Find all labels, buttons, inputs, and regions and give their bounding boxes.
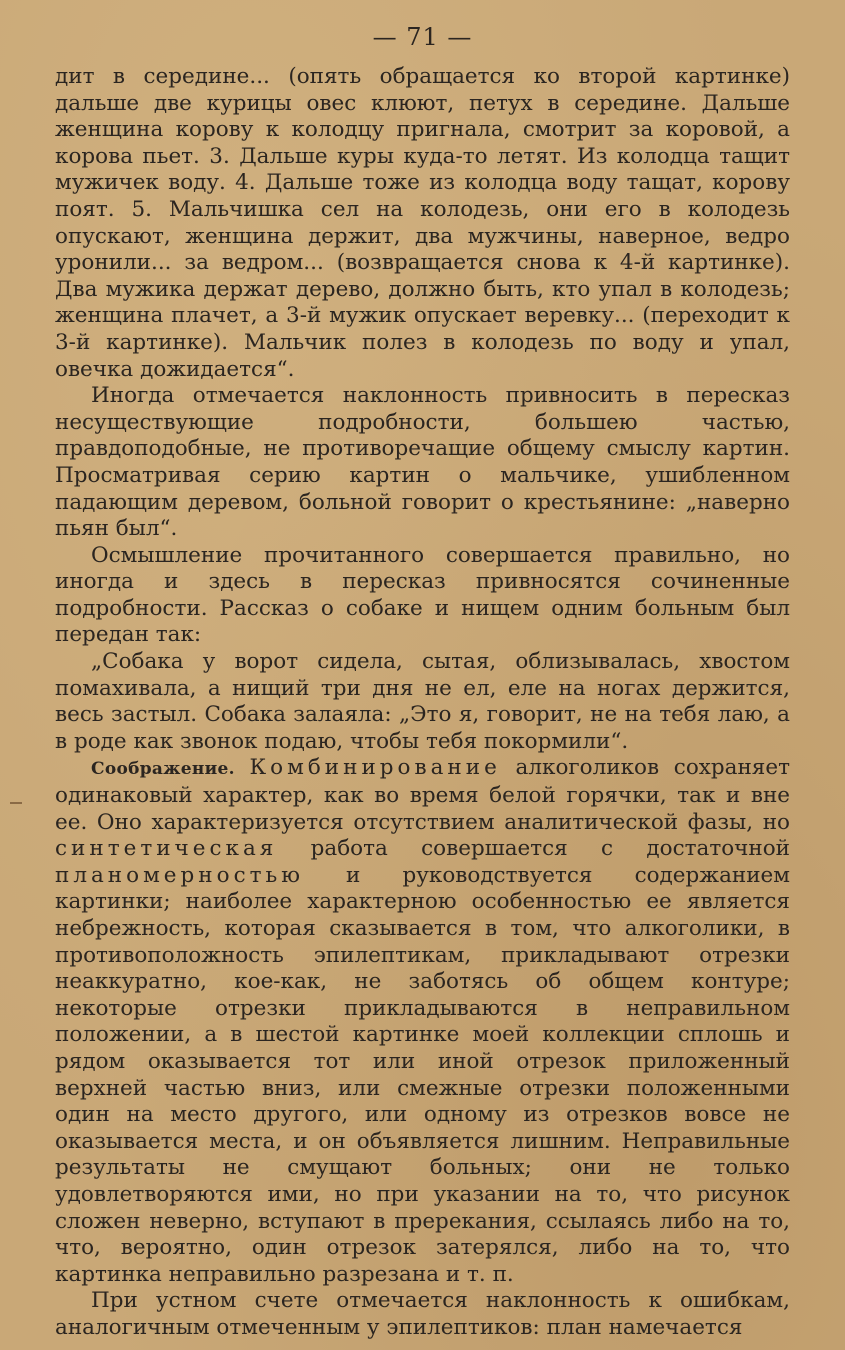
paragraph-reasoning-text-1: алкоголиков сохраняет одинаковый характер, как во время белой горячки, так и вне ее. Оно характеризуется отсутствием аналитической фазы, но — [55, 755, 790, 835]
section-lead-label: Соображение. — [91, 759, 235, 780]
page-number: — 71 — — [372, 23, 473, 51]
margin-mark — [10, 802, 22, 804]
paragraph-reasoning — [55, 755, 790, 1288]
paragraph-comprehension: Осмышление прочитанного совершается правильно, но иногда и здесь в пересказ привносятся сочиненные подробности. Рассказ о собаке и нищем одним больным был передан так: — [55, 542, 790, 648]
paragraph-continuation: дит в середине... (опять обращается ко второй картинке) дальше две курицы овес клюют, петух в середине. Дальше женщина корову к колодцу пригнала, смотрит за коровой, а корова пьет. 3. Дальше куры куда-то летят. Из колодца тащит мужичек воду. 4. Дальше тоже из колодца воду тащат, корову поят. 5. Мальчишка сел на колодезь, они его в колодезь опускают, женщина держит, два мужчины, наверное, ведро уронили... за ведром... (возвращается снова к 4-й картинке). Два мужика держат дерево, должно быть, кто упал в колодезь; женщина плачет, а 3-й мужик опускает веревку... (переходит к 3-й картинке). Мальчик полез в колодезь по воду и упал, овечка дожидается“. — [55, 64, 790, 382]
paragraph-reasoning-text-2: работа совершается с достаточной — [277, 836, 790, 862]
emphasized-term-combining: Комбинирование — [249, 755, 501, 781]
emphasized-term-systematic: планомерностью — [55, 862, 304, 888]
paragraph-mental-arithmetic: При устном счете отмечается наклонность к ошибкам, аналогичным отмеченным у эпилептиков: план намечается — [55, 1288, 790, 1340]
page-body — [55, 64, 790, 1342]
paragraph-reasoning-text-3: и руководствуется содержанием картинки; наиболее характерною особенностью ее является небрежность, которая сказывается в том, что алкоголики, в противоположность эпилептикам, прикладывают отрезки неаккуратно, кое-как, не заботясь об общем контуре; некоторые отрезки прикладываются в неправильном положении, а в шестой картинке моей коллекции сплошь и рядом оказывается тот или иной отрезок приложенный верхней частью вниз, или смежные отрезки положенными один на место другого, или одному из отрезков вовсе не оказывается места, и он объявляется лишним. Неправильные результаты не смущают больных; они не только удовлетворяются ими, но при указании на то, что рисунок сложен неверно, вступают в пререкания, ссылаясь либо на то, что, вероятно, один отрезок затерялся, либо на то, что картинка неправильно разрезана и т. п. — [55, 862, 790, 1287]
paragraph-quoted-story: „Собака у ворот сидела, сытая, облизывалась, хвостом помахивала, а нищий три дня не ел, еле на ногах держится, весь застыл. Собака залаяла: „Это я, говорит, не на тебя лаю, а в роде как звонок подаю, чтобы тебя покормили“. — [55, 649, 790, 754]
emphasized-term-synthetic: синтетическая — [55, 836, 278, 862]
paragraph-embellishment: Иногда отмечается наклонность привносить в пересказ несуществующие подробности, большею частью, правдоподобные, не противоречащие общему смыслу картин. Просматривая серию картин о мальчике, ушибленном падающим деревом, больной говорит о крестьянине: „наверно пьян был“. — [55, 383, 790, 542]
